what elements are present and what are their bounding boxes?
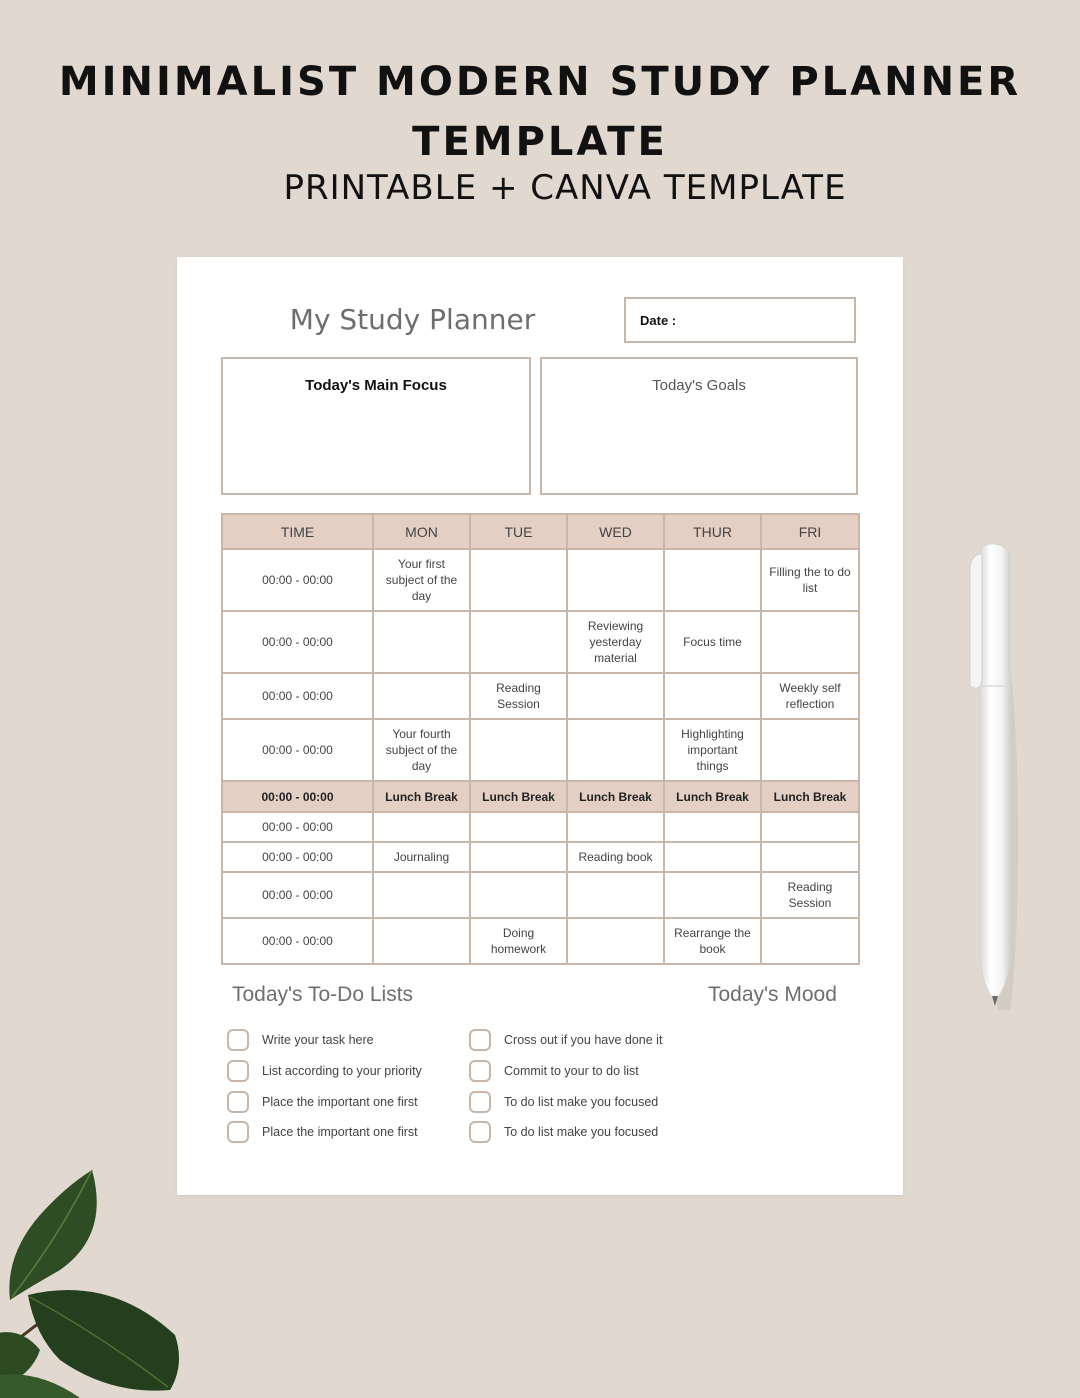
header-thur: THUR bbox=[664, 514, 761, 549]
header-fri: FRI bbox=[761, 514, 859, 549]
lunch-cell: Lunch Break bbox=[373, 781, 470, 812]
checkbox[interactable] bbox=[469, 1091, 491, 1113]
todo-item[interactable] bbox=[227, 1120, 418, 1144]
table-cell[interactable] bbox=[373, 918, 470, 964]
table-cell[interactable] bbox=[373, 812, 470, 842]
todo-item[interactable] bbox=[469, 1120, 658, 1144]
table-cell[interactable] bbox=[664, 812, 761, 842]
table-row bbox=[222, 842, 859, 872]
leaf-illustration bbox=[0, 1165, 200, 1398]
table-row bbox=[222, 812, 859, 842]
table-cell[interactable] bbox=[470, 549, 567, 611]
table-cell[interactable]: Highlighting important things bbox=[664, 719, 761, 781]
table-row bbox=[222, 611, 859, 673]
table-cell[interactable] bbox=[567, 918, 664, 964]
todo-item-label: Place the important one first bbox=[262, 1125, 418, 1139]
table-cell[interactable] bbox=[664, 842, 761, 872]
table-cell[interactable] bbox=[373, 611, 470, 673]
time-cell: 00:00 - 00:00 bbox=[222, 611, 373, 673]
main-focus-label: Today's Main Focus bbox=[305, 377, 447, 394]
lunch-cell: Lunch Break bbox=[664, 781, 761, 812]
lunch-cell: Lunch Break bbox=[567, 781, 664, 812]
headline-line-2: TEMPLATE bbox=[412, 119, 668, 165]
time-cell: 00:00 - 00:00 bbox=[222, 812, 373, 842]
table-cell[interactable]: Filling the to do list bbox=[761, 549, 859, 611]
headline bbox=[0, 52, 1080, 172]
header-mon: MON bbox=[373, 514, 470, 549]
table-cell[interactable] bbox=[470, 872, 567, 918]
date-label: Date : bbox=[640, 313, 677, 328]
time-cell: 00:00 - 00:00 bbox=[222, 872, 373, 918]
header-wed: WED bbox=[567, 514, 664, 549]
table-cell[interactable] bbox=[567, 673, 664, 719]
todo-item[interactable] bbox=[227, 1028, 374, 1052]
header-tue: TUE bbox=[470, 514, 567, 549]
todo-item-label: To do list make you focused bbox=[504, 1125, 659, 1139]
table-cell[interactable] bbox=[664, 872, 761, 918]
lunch-row bbox=[222, 781, 859, 812]
time-cell: 00:00 - 00:00 bbox=[222, 673, 373, 719]
table-cell[interactable] bbox=[761, 812, 859, 842]
checkbox[interactable] bbox=[227, 1091, 249, 1113]
table-cell[interactable]: Focus time bbox=[664, 611, 761, 673]
planner-title: My Study Planner bbox=[289, 303, 536, 336]
table-row bbox=[222, 719, 859, 781]
table-cell[interactable]: Your fourth subject of the day bbox=[373, 719, 470, 781]
subheadline: PRINTABLE + CANVA TEMPLATE bbox=[283, 168, 847, 208]
lunch-cell: Lunch Break bbox=[470, 781, 567, 812]
checkbox[interactable] bbox=[227, 1121, 249, 1143]
time-cell: 00:00 - 00:00 bbox=[222, 781, 373, 812]
table-cell[interactable]: Journaling bbox=[373, 842, 470, 872]
table-cell[interactable] bbox=[373, 673, 470, 719]
todo-item-label: List according to your priority bbox=[262, 1064, 422, 1078]
date-field[interactable] bbox=[624, 297, 856, 343]
checkbox[interactable] bbox=[469, 1121, 491, 1143]
table-cell[interactable] bbox=[470, 842, 567, 872]
table-cell[interactable] bbox=[373, 872, 470, 918]
main-focus-box[interactable] bbox=[221, 357, 531, 495]
checkbox[interactable] bbox=[469, 1029, 491, 1051]
headline-line-1: MINIMALIST MODERN STUDY PLANNER bbox=[58, 59, 1022, 105]
table-cell[interactable]: Reviewing yesterday material bbox=[567, 611, 664, 673]
schedule-header-row bbox=[222, 514, 859, 549]
table-cell[interactable]: Rearrange the book bbox=[664, 918, 761, 964]
todo-item[interactable] bbox=[469, 1028, 662, 1052]
time-cell: 00:00 - 00:00 bbox=[222, 918, 373, 964]
table-row bbox=[222, 549, 859, 611]
goals-box[interactable] bbox=[540, 357, 858, 495]
mood-title: Today's Mood bbox=[708, 983, 837, 1006]
table-cell[interactable]: Reading Session bbox=[470, 673, 567, 719]
checkbox[interactable] bbox=[469, 1060, 491, 1082]
todo-item[interactable] bbox=[227, 1059, 422, 1083]
table-cell[interactable] bbox=[470, 611, 567, 673]
todo-item-label: Cross out if you have done it bbox=[504, 1033, 663, 1047]
time-cell: 00:00 - 00:00 bbox=[222, 842, 373, 872]
todo-item-label: Place the important one first bbox=[262, 1095, 418, 1109]
table-row bbox=[222, 673, 859, 719]
table-cell[interactable] bbox=[567, 812, 664, 842]
lunch-cell: Lunch Break bbox=[761, 781, 859, 812]
header-time: TIME bbox=[222, 514, 373, 549]
todo-item-label: To do list make you focused bbox=[504, 1095, 659, 1109]
table-cell[interactable] bbox=[470, 719, 567, 781]
todo-title: Today's To-Do Lists bbox=[232, 983, 414, 1006]
table-cell[interactable] bbox=[664, 673, 761, 719]
table-cell[interactable]: Your first subject of the day bbox=[373, 549, 470, 611]
table-cell[interactable] bbox=[664, 549, 761, 611]
table-cell[interactable] bbox=[761, 918, 859, 964]
table-cell[interactable]: Reading Session bbox=[761, 872, 859, 918]
table-cell[interactable] bbox=[567, 549, 664, 611]
todo-item[interactable] bbox=[469, 1090, 658, 1114]
table-cell[interactable] bbox=[761, 842, 859, 872]
todo-item-label: Commit to your to do list bbox=[504, 1064, 639, 1078]
time-cell: 00:00 - 00:00 bbox=[222, 549, 373, 611]
checkbox[interactable] bbox=[227, 1029, 249, 1051]
table-row bbox=[222, 918, 859, 964]
time-cell: 00:00 - 00:00 bbox=[222, 719, 373, 781]
table-cell[interactable]: Reading book bbox=[567, 842, 664, 872]
table-row bbox=[222, 872, 859, 918]
table-cell[interactable] bbox=[567, 872, 664, 918]
todo-item[interactable] bbox=[227, 1090, 418, 1114]
table-cell[interactable] bbox=[761, 719, 859, 781]
table-cell[interactable] bbox=[761, 611, 859, 673]
schedule-table bbox=[221, 513, 860, 965]
table-cell[interactable]: Weekly self reflection bbox=[761, 673, 859, 719]
table-cell[interactable] bbox=[470, 812, 567, 842]
todo-item-label: Write your task here bbox=[262, 1033, 374, 1047]
pen-illustration bbox=[962, 540, 1022, 1010]
goals-label: Today's Goals bbox=[652, 377, 746, 394]
todo-item[interactable] bbox=[469, 1059, 639, 1083]
table-cell[interactable] bbox=[567, 719, 664, 781]
table-cell[interactable]: Doing homework bbox=[470, 918, 567, 964]
checkbox[interactable] bbox=[227, 1060, 249, 1082]
